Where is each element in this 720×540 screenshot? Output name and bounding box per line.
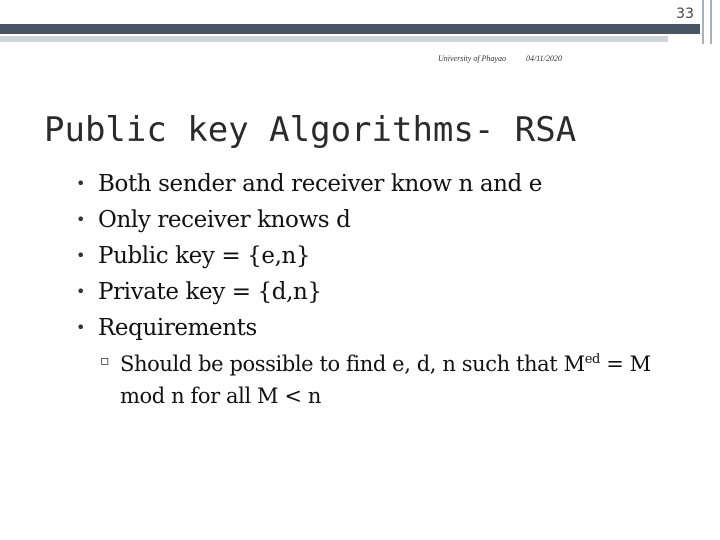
square-bullet-icon: ▫ — [100, 353, 110, 369]
bullet-item — [72, 202, 692, 238]
vertical-line-2 — [710, 0, 712, 44]
bullet-dot-icon: • — [76, 246, 86, 265]
bullet-text: Both sender and receiver know n and e — [98, 171, 542, 197]
bullet-text: Only receiver knows d — [98, 207, 351, 233]
sub-bullet-text-part2: = M mod n for all M < n — [120, 352, 651, 408]
sub-bullet-text-part1: Should be possible to find e, d, n such that M — [120, 352, 585, 376]
bullet-item — [72, 238, 692, 274]
sub-bullet-list — [100, 344, 690, 412]
sub-bullet-item — [100, 344, 690, 412]
slide-title: Public key Algorithms- RSA — [44, 110, 577, 150]
bullet-item — [72, 274, 692, 310]
bullet-dot-icon: • — [76, 174, 86, 193]
bullet-dot-icon: • — [76, 282, 86, 301]
slide-number: 33 — [676, 6, 694, 22]
bullet-dot-icon: • — [76, 318, 86, 337]
top-bar-dark — [0, 24, 700, 34]
bullet-text: Requirements — [98, 315, 257, 341]
bullet-text: Private key = {d,n} — [98, 279, 322, 305]
footer-date: 04/11/2020 — [526, 54, 562, 63]
top-bar-light — [0, 36, 668, 42]
footer-organization: University of Phayao — [438, 54, 506, 63]
bullet-item — [72, 310, 692, 346]
exponent-ed: ed — [584, 352, 600, 367]
bullet-dot-icon: • — [76, 210, 86, 229]
bullet-item — [72, 166, 692, 202]
bullet-text: Public key = {e,n} — [98, 243, 311, 269]
bullet-list — [72, 166, 692, 346]
vertical-line-1 — [702, 0, 704, 44]
